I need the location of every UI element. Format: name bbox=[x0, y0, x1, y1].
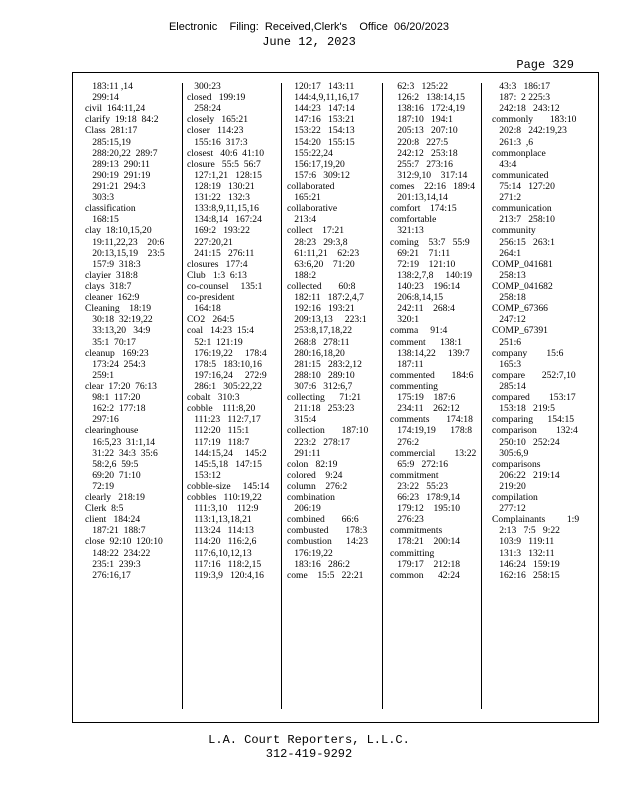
index-line: 223:2 278:17 bbox=[287, 436, 350, 448]
index-line: 183:16 286:2 bbox=[287, 558, 350, 570]
index-line: 187:11 bbox=[390, 358, 424, 370]
index-line: communicated bbox=[492, 169, 549, 181]
index-line: 113:24 114:13 bbox=[187, 525, 254, 537]
index-line: 307:6 312:6,7 bbox=[287, 380, 353, 392]
index-line: COMP_041681 bbox=[492, 258, 553, 270]
index-line: 69:21 71:11 bbox=[390, 247, 451, 259]
index-line: 183:11 ,14 bbox=[85, 81, 133, 92]
reporter-phone: 312-419-9292 bbox=[265, 747, 353, 761]
index-line: 111:3,10 112:9 bbox=[187, 503, 259, 515]
index-line: 286:1 305:22,22 bbox=[187, 380, 262, 392]
index-line: comma 91:4 bbox=[390, 325, 448, 337]
index-line: collection 187:10 bbox=[287, 425, 369, 437]
index-line: Complainants 1:9 bbox=[492, 514, 580, 526]
index-line: communication bbox=[492, 203, 552, 215]
index-line: 227:20,21 bbox=[187, 236, 233, 248]
index-line: comments 174:18 bbox=[390, 414, 473, 426]
index-line: classification bbox=[85, 203, 136, 215]
index-line: clays 318:7 bbox=[85, 280, 132, 292]
index-line: 113:1,13,18,21 bbox=[187, 514, 252, 526]
index-line: co-president bbox=[187, 292, 235, 304]
index-line: common 42:24 bbox=[390, 569, 460, 581]
index-line: 197:16,24 272:9 bbox=[187, 369, 267, 381]
index-line: COMP_041682 bbox=[492, 280, 553, 292]
index-line: 154:20 155:15 bbox=[287, 136, 355, 148]
index-line: 98:1 117:20 bbox=[85, 392, 141, 404]
index-line: 43:4 bbox=[492, 158, 517, 170]
index-line: 321:13 bbox=[390, 225, 424, 237]
index-line: comes 22:16 189:4 bbox=[390, 180, 476, 192]
index-line: 133:8,9,11,15,16 bbox=[187, 203, 259, 215]
index-line: 144:15,24 145:2 bbox=[187, 447, 267, 459]
index-line: 127:1,21 128:15 bbox=[187, 169, 262, 181]
index-line: 153:12 bbox=[187, 469, 221, 481]
index-line: client 184:24 bbox=[85, 514, 141, 526]
index-frame bbox=[72, 72, 599, 723]
index-line: closest 40:6 41:10 bbox=[187, 147, 265, 159]
index-line: 19:11,22,23 20:6 bbox=[85, 236, 165, 248]
index-line: closely 165:21 bbox=[187, 114, 249, 126]
index-line: clarify 19:18 84:2 bbox=[85, 114, 159, 126]
index-line: 175:19 187:6 bbox=[390, 392, 456, 404]
index-line: 241:15 276:11 bbox=[187, 247, 255, 259]
index-line: 291:21 294:3 bbox=[85, 180, 146, 192]
index-line: 187:10 194:1 bbox=[390, 114, 453, 126]
index-line: 206:22 219:14 bbox=[492, 469, 560, 481]
index-column-1 bbox=[85, 81, 183, 711]
index-line: 258:13 bbox=[492, 269, 526, 281]
index-line: 169:2 193:22 bbox=[187, 225, 250, 237]
index-line: comment 138:1 bbox=[390, 336, 462, 348]
index-line: 285:15,19 bbox=[85, 136, 131, 148]
index-line: 162:2 177:18 bbox=[85, 403, 146, 415]
index-line: Cleaning 18:19 bbox=[85, 303, 152, 315]
index-line: 2:13 7:5 9:22 bbox=[492, 525, 560, 537]
index-line: 140:23 196:14 bbox=[390, 280, 461, 292]
index-line: 211:18 253:23 bbox=[287, 403, 355, 415]
index-line: commented 184:6 bbox=[390, 369, 474, 381]
reporter-company: L.A. Court Reporters, L.L.C. bbox=[208, 733, 410, 747]
index-line: company 15:6 bbox=[492, 347, 564, 359]
index-line: 258:18 bbox=[492, 292, 526, 304]
index-line: 153:18 219:5 bbox=[492, 403, 555, 415]
index-line: 20:13,15,19 23:5 bbox=[85, 247, 165, 259]
index-line: 256:15 263:1 bbox=[492, 236, 555, 248]
index-line: 16:5,23 31:1,14 bbox=[85, 436, 156, 448]
index-line: 299:14 bbox=[85, 92, 119, 104]
index-line: 276:16,17 bbox=[85, 569, 131, 581]
index-line: combined 66:6 bbox=[287, 514, 359, 526]
index-line: 187:21 188:7 bbox=[85, 525, 146, 537]
index-line: 52:1 121:19 bbox=[187, 336, 243, 348]
index-column-3 bbox=[287, 81, 389, 711]
index-line: 315:4 bbox=[287, 414, 317, 426]
index-line: comfort 174:15 bbox=[390, 203, 457, 215]
index-line: collected 60:8 bbox=[287, 280, 356, 292]
index-line: 23:22 55:23 bbox=[390, 480, 449, 492]
index-line: cleaner 162:9 bbox=[85, 292, 140, 304]
index-line: commenting bbox=[390, 380, 438, 392]
index-line: 178:21 200:14 bbox=[390, 536, 461, 548]
index-line: 187: 2 225:3 bbox=[492, 92, 551, 104]
index-column-2 bbox=[187, 81, 289, 711]
index-line: cobble-size 145:14 bbox=[187, 480, 270, 492]
index-line: 174:19,19 178:8 bbox=[390, 425, 473, 437]
index-line: 291:11 bbox=[287, 447, 321, 459]
index-line: 69:20 71:10 bbox=[85, 469, 141, 481]
index-line: commitment bbox=[390, 469, 439, 481]
index-line: Class 281:17 bbox=[85, 125, 138, 137]
index-line: 288:10 289:10 bbox=[287, 369, 355, 381]
index-line: 247:12 bbox=[492, 314, 526, 326]
index-line: 147:16 153:21 bbox=[287, 114, 355, 126]
index-line: 43:3 186:17 bbox=[492, 81, 551, 92]
index-line: 61:11,21 62:23 bbox=[287, 247, 360, 259]
index-line: 206:19 bbox=[287, 503, 321, 515]
index-line: 242:12 253:18 bbox=[390, 147, 458, 159]
index-line: commonplace bbox=[492, 147, 546, 159]
index-line: 63:6,20 71:20 bbox=[287, 258, 355, 270]
index-line: 131:22 132:3 bbox=[187, 192, 250, 204]
index-line: collecting 71:21 bbox=[287, 392, 362, 404]
index-line: 117:19 118:7 bbox=[187, 436, 250, 448]
index-line: 58:2,6 59:5 bbox=[85, 458, 139, 470]
index-line: closed 199:19 bbox=[187, 92, 246, 104]
index-line: 117:6,10,12,13 bbox=[187, 547, 252, 559]
index-line: 234:11 262:12 bbox=[390, 403, 460, 415]
index-line: community bbox=[492, 225, 536, 237]
index-line: 28:23 29:3,8 bbox=[287, 236, 348, 248]
index-line: 66:23 178:9,14 bbox=[390, 492, 461, 504]
index-line: 112:20 115:1 bbox=[187, 425, 250, 437]
index-line: 300:23 bbox=[187, 81, 221, 92]
index-line: clayier 318:8 bbox=[85, 269, 138, 281]
index-line: 259:1 bbox=[85, 369, 115, 381]
index-line: 206:8,14,15 bbox=[390, 292, 444, 304]
index-line: colored 9:24 bbox=[287, 469, 343, 481]
index-line: clear 17:20 76:13 bbox=[85, 380, 157, 392]
index-line: collect 17:21 bbox=[287, 225, 345, 237]
index-line: clay 18:10,15,20 bbox=[85, 225, 152, 237]
index-line: 138:2,7,8 140:19 bbox=[390, 269, 473, 281]
index-line: cobalt 310:3 bbox=[187, 392, 240, 404]
index-line: combination bbox=[287, 492, 335, 504]
index-line: 178:5 183:10,16 bbox=[187, 358, 262, 370]
index-line: 242:18 243:12 bbox=[492, 103, 560, 115]
filing-stamp-line: Electronic Filing: Received,Clerk's Office 06/20/2023 bbox=[168, 21, 450, 33]
index-line: 138:16 172:4,19 bbox=[390, 103, 465, 115]
index-line: 235:1 239:3 bbox=[85, 558, 141, 570]
index-line: comfortable bbox=[390, 214, 437, 226]
index-line: coal 14:23 15:4 bbox=[187, 325, 254, 337]
index-line: 182:11 187:2,4,7 bbox=[287, 292, 364, 304]
index-line: 145:5,18 147:15 bbox=[187, 458, 262, 470]
index-line: close 92:10 120:10 bbox=[85, 536, 163, 548]
index-line: 155:22,24 bbox=[287, 147, 333, 159]
index-line: comparisons bbox=[492, 458, 541, 470]
index-line: 320:1 bbox=[390, 314, 420, 326]
index-line: 162:16 258:15 bbox=[492, 569, 560, 581]
page-number: Page 329 bbox=[516, 58, 574, 72]
index-line: civil 164:11,24 bbox=[85, 103, 146, 115]
index-line: come 15:5 22:21 bbox=[287, 569, 364, 581]
index-line: 268:8 278:11 bbox=[287, 336, 350, 348]
index-line: compared 153:17 bbox=[492, 392, 576, 404]
index-line: column 276:2 bbox=[287, 480, 348, 492]
index-line: cobble 111:8,20 bbox=[187, 403, 256, 415]
index-line: COMP_67366 bbox=[492, 303, 548, 315]
index-line: 179:12 195:10 bbox=[390, 503, 461, 515]
index-line: committing bbox=[390, 547, 435, 559]
index-line: 165:3 bbox=[492, 358, 522, 370]
index-line: 72:19 bbox=[85, 480, 115, 492]
index-line: 289:13 290:11 bbox=[85, 158, 150, 170]
index-line: 271:2 bbox=[492, 192, 522, 204]
index-line: 303:3 bbox=[85, 192, 115, 204]
index-line: Clerk 8:5 bbox=[85, 503, 124, 515]
index-line: 103:9 119:11 bbox=[492, 536, 555, 548]
index-line: 134:8,14 167:24 bbox=[187, 214, 262, 226]
index-line: combusted 178:3 bbox=[287, 525, 368, 537]
index-line: 276:23 bbox=[390, 514, 424, 526]
index-line: cleanup 169:23 bbox=[85, 347, 149, 359]
index-line: 192:16 193:21 bbox=[287, 303, 355, 315]
index-line: clearly 218:19 bbox=[85, 492, 145, 504]
index-line: collaborative bbox=[287, 203, 338, 215]
index-line: 305:6,9 bbox=[492, 447, 529, 459]
index-line: 168:15 bbox=[85, 214, 119, 226]
index-line: 126:2 138:14,15 bbox=[390, 92, 465, 104]
index-line: 250:10 252:24 bbox=[492, 436, 560, 448]
index-line: 220:8 227:5 bbox=[390, 136, 449, 148]
index-line: commercial 13:22 bbox=[390, 447, 477, 459]
index-line: 72:19 121:10 bbox=[390, 258, 456, 270]
index-line: clearinghouse bbox=[85, 425, 139, 437]
index-line: 164:18 bbox=[187, 303, 221, 315]
index-line: 285:14 bbox=[492, 380, 526, 392]
index-line: 188:2 bbox=[287, 269, 317, 281]
index-line: 276:2 bbox=[390, 436, 420, 448]
index-line: Club 1:3 6:13 bbox=[187, 269, 247, 281]
index-line: co-counsel 135:1 bbox=[187, 280, 263, 292]
index-line: 281:15 283:2,12 bbox=[287, 358, 362, 370]
index-line: 213:4 bbox=[287, 214, 317, 226]
index-line: 261:3 ,6 bbox=[492, 136, 534, 148]
index-line: 179:17 212:18 bbox=[390, 558, 461, 570]
index-line: 176:19,22 178:4 bbox=[187, 347, 267, 359]
index-line: 255:7 273:16 bbox=[390, 158, 453, 170]
index-line: 201:13,14,14 bbox=[390, 192, 448, 204]
index-line: 33:13,20 34:9 bbox=[85, 325, 151, 337]
index-line: 138:14,22 139:7 bbox=[390, 347, 470, 359]
index-line: 35:1 70:17 bbox=[85, 336, 136, 348]
index-line: COMP_67391 bbox=[492, 325, 548, 337]
index-line: 205:13 207:10 bbox=[390, 125, 458, 137]
index-line: 153:22 154:13 bbox=[287, 125, 355, 137]
index-line: 209:13,13 223:1 bbox=[287, 314, 367, 326]
index-line: 156:17,19,20 bbox=[287, 158, 345, 170]
index-line: 165:21 bbox=[287, 192, 321, 204]
index-line: comparing 154:15 bbox=[492, 414, 575, 426]
index-line: 280:16,18,20 bbox=[287, 347, 345, 359]
index-line: 117:16 118:2,15 bbox=[187, 558, 262, 570]
index-line: 131:3 132:11 bbox=[492, 547, 555, 559]
index-line: 251:6 bbox=[492, 336, 522, 348]
index-line: 144:23 147:14 bbox=[287, 103, 355, 115]
index-line: 128:19 130:21 bbox=[187, 180, 255, 192]
index-line: 297:16 bbox=[85, 414, 119, 426]
index-line: closer 114:23 bbox=[187, 125, 244, 137]
index-line: 148:22 234:22 bbox=[85, 547, 151, 559]
index-line: commonly 183:10 bbox=[492, 114, 577, 126]
index-line: compilation bbox=[492, 492, 538, 504]
index-line: comparison 132:4 bbox=[492, 425, 578, 437]
index-line: 264:1 bbox=[492, 247, 522, 259]
index-column-4 bbox=[390, 81, 494, 711]
index-line: 120:17 143:11 bbox=[287, 81, 355, 92]
index-line: 258:24 bbox=[187, 103, 221, 115]
index-line: 119:3,9 120:4,16 bbox=[187, 569, 264, 581]
index-line: 290:19 291:19 bbox=[85, 169, 151, 181]
index-line: 75:14 127:20 bbox=[492, 180, 555, 192]
index-line: 312:9,10 317:14 bbox=[390, 169, 468, 181]
index-line: 253:8,17,18,22 bbox=[287, 325, 353, 337]
index-line: 62:3 125:22 bbox=[390, 81, 449, 92]
index-line: 213:7 258:10 bbox=[492, 214, 555, 226]
index-line: commitments bbox=[390, 525, 443, 537]
index-line: 30:18 32:19,22 bbox=[85, 314, 153, 326]
index-line: cobbles 110:19,22 bbox=[187, 492, 262, 504]
index-line: 277:12 bbox=[492, 503, 526, 515]
index-line: coming 53:7 55:9 bbox=[390, 236, 470, 248]
deposition-date: June 12, 2023 bbox=[262, 35, 356, 49]
index-line: colon 82:19 bbox=[287, 458, 338, 470]
index-line: 173:24 254:3 bbox=[85, 358, 146, 370]
index-line: 219:20 bbox=[492, 480, 526, 492]
index-line: 202:8 242:19,23 bbox=[492, 125, 567, 137]
index-line: 157:6 309:12 bbox=[287, 169, 350, 181]
index-line: 157:9 318:3 bbox=[85, 258, 141, 270]
index-line: collaborated bbox=[287, 180, 335, 192]
index-line: closure 55:5 56:7 bbox=[187, 158, 261, 170]
index-line: 111:23 112:7,17 bbox=[187, 414, 261, 426]
index-line: CO2 264:5 bbox=[187, 314, 235, 326]
index-line: 114:20 116:2,6 bbox=[187, 536, 257, 548]
index-line: 31:22 34:3 35:6 bbox=[85, 447, 158, 459]
index-line: 144:4,9,11,16,17 bbox=[287, 92, 359, 104]
index-column-5 bbox=[492, 81, 596, 711]
index-line: 146:24 159:19 bbox=[492, 558, 560, 570]
index-line: closures 177:4 bbox=[187, 258, 248, 270]
index-line: 155:16 317:3 bbox=[187, 136, 248, 148]
index-line: combustion 14:23 bbox=[287, 536, 369, 548]
index-line: 176:19,22 bbox=[287, 547, 333, 559]
index-line: 65:9 272:16 bbox=[390, 458, 449, 470]
index-line: 288:20,22 289:7 bbox=[85, 147, 158, 159]
index-line: compare 252:7,10 bbox=[492, 369, 576, 381]
index-line: 242:11 268:4 bbox=[390, 303, 455, 315]
